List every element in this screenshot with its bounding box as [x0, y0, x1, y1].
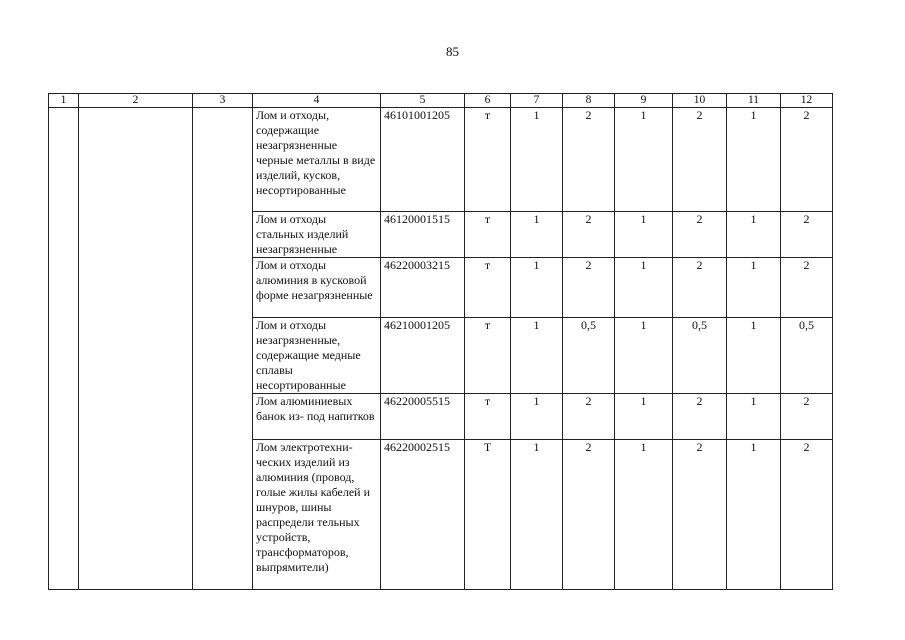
unit-cell: Т — [465, 440, 511, 590]
column-header: 3 — [193, 94, 253, 108]
unit-cell: т — [465, 394, 511, 440]
value-cell: 0,5 — [781, 318, 833, 394]
value-cell: 1 — [511, 258, 563, 318]
value-cell: 2 — [673, 394, 727, 440]
value-cell: 1 — [615, 394, 673, 440]
value-cell: 2 — [673, 258, 727, 318]
value-cell: 1 — [727, 108, 781, 212]
column-header: 7 — [511, 94, 563, 108]
value-cell: 2 — [563, 258, 615, 318]
value-cell: 1 — [727, 258, 781, 318]
value-cell: 2 — [563, 212, 615, 258]
value-cell: 2 — [673, 440, 727, 590]
value-cell: 1 — [727, 440, 781, 590]
unit-cell: т — [465, 258, 511, 318]
value-cell: 1 — [511, 318, 563, 394]
value-cell: 1 — [615, 108, 673, 212]
empty-cell-col3 — [193, 108, 253, 590]
value-cell: 1 — [727, 394, 781, 440]
waste-name-cell: Лом и отходы незагрязненные, содержащие медные сплавы несортированные — [253, 318, 381, 394]
value-cell: 1 — [615, 258, 673, 318]
value-cell: 2 — [563, 394, 615, 440]
column-header: 4 — [253, 94, 381, 108]
value-cell: 2 — [563, 440, 615, 590]
column-header: 11 — [727, 94, 781, 108]
unit-cell: т — [465, 108, 511, 212]
value-cell: 1 — [727, 212, 781, 258]
waste-code-cell: 46220003215 — [381, 258, 465, 318]
value-cell: 2 — [673, 108, 727, 212]
waste-code-cell: 46101001205 — [381, 108, 465, 212]
waste-name-cell: Лом и отходы, содержащие незагрязненные черные металлы в виде изделий, кусков, несортированные — [253, 108, 381, 212]
column-header: 8 — [563, 94, 615, 108]
column-header: 5 — [381, 94, 465, 108]
value-cell: 2 — [781, 258, 833, 318]
column-header: 9 — [615, 94, 673, 108]
column-header: 12 — [781, 94, 833, 108]
waste-code-cell: 46220002515 — [381, 440, 465, 590]
value-cell: 0,5 — [673, 318, 727, 394]
waste-name-cell: Лом и отходы стальных изделий незагрязненные — [253, 212, 381, 258]
value-cell: 2 — [781, 212, 833, 258]
column-header: 2 — [79, 94, 193, 108]
value-cell: 1 — [511, 394, 563, 440]
unit-cell: т — [465, 318, 511, 394]
value-cell: 1 — [511, 108, 563, 212]
value-cell: 1 — [511, 440, 563, 590]
value-cell: 1 — [615, 440, 673, 590]
waste-name-cell: Лом алюминиевых банок из- под напитков — [253, 394, 381, 440]
value-cell: 2 — [563, 108, 615, 212]
empty-cell-col2 — [79, 108, 193, 590]
value-cell: 1 — [615, 318, 673, 394]
waste-name-cell: Лом и отходы алюминия в кусковой форме незагрязненные — [253, 258, 381, 318]
column-header: 6 — [465, 94, 511, 108]
waste-name-cell: Лом электротехни-ческих изделий из алюминия (провод, голые жилы кабелей и шнуров, шины распредели тельных устройств, трансформаторов, выпрямители) — [253, 440, 381, 590]
waste-code-cell: 46210001205 — [381, 318, 465, 394]
value-cell: 2 — [673, 212, 727, 258]
header-row — [49, 94, 833, 108]
waste-code-cell: 46220005515 — [381, 394, 465, 440]
column-header: 1 — [49, 94, 79, 108]
unit-cell: т — [465, 212, 511, 258]
value-cell: 1 — [511, 212, 563, 258]
table-row — [49, 108, 833, 212]
waste-code-cell: 46120001515 — [381, 212, 465, 258]
page-number: 85 — [446, 44, 459, 59]
value-cell: 2 — [781, 440, 833, 590]
empty-cell-col1 — [49, 108, 79, 590]
value-cell: 1 — [727, 318, 781, 394]
value-cell: 2 — [781, 108, 833, 212]
waste-table — [48, 93, 833, 590]
value-cell: 2 — [781, 394, 833, 440]
value-cell: 0,5 — [563, 318, 615, 394]
value-cell: 1 — [615, 212, 673, 258]
column-header: 10 — [673, 94, 727, 108]
